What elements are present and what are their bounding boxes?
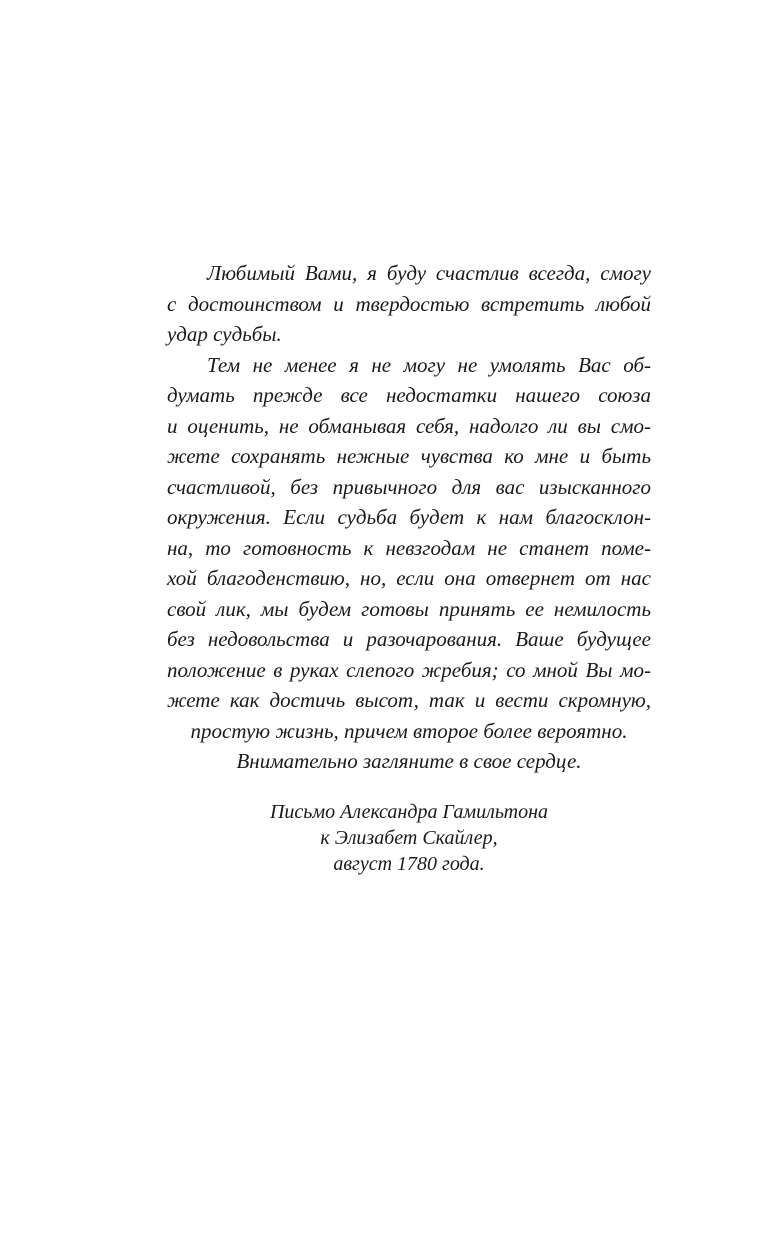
attribution-line: Письмо Александра Гамильтона	[269, 801, 549, 823]
text-line: Тем не менее я не могу не умолять Вас об-	[207, 352, 651, 377]
text-line: без недовольства и разочарования. Ваше будущее	[167, 627, 651, 651]
text-line: и оценить, не обманывая себя, надолго ли вы смо-	[167, 413, 651, 438]
text-line: хой благоденствию, но, если она отвернет от нас	[167, 566, 651, 590]
text-line: удар судьбы.	[167, 322, 282, 346]
text-line: жете как достичь высот, так и вести скромную,	[167, 688, 651, 712]
text-line: окружения. Если судьба будет к нам благосклон-	[167, 505, 651, 529]
text-line: думать прежде все недостатки нашего союза	[167, 383, 651, 407]
text-line: на, то готовность к невзгодам не станет поме-	[167, 535, 651, 560]
epigraph-text	[167, 258, 651, 777]
text-line: положение в руках слепого жребия; со мной Вы мо-	[167, 657, 651, 682]
text-line: жете сохранять нежные чувства ко мне и быть	[167, 444, 651, 468]
text-line: простую жизнь, причем второе более вероятно.	[190, 718, 628, 743]
attribution-line: к Элизабет Скайлер,	[320, 827, 498, 849]
text-line: свой лик, мы будем готовы принять ее немилость	[167, 596, 651, 621]
text-line: Любимый Вами, я буду счастлив всегда, смогу	[207, 261, 651, 285]
attribution-line: август 1780 года.	[333, 853, 485, 875]
epigraph-attribution	[167, 799, 651, 877]
text-line: Внимательно загляните в свое сердце.	[236, 749, 582, 773]
text-line: счастливой, без привычного для вас изысканного	[167, 474, 651, 499]
text-line: с достоинством и твердостью встретить любой	[167, 291, 651, 316]
